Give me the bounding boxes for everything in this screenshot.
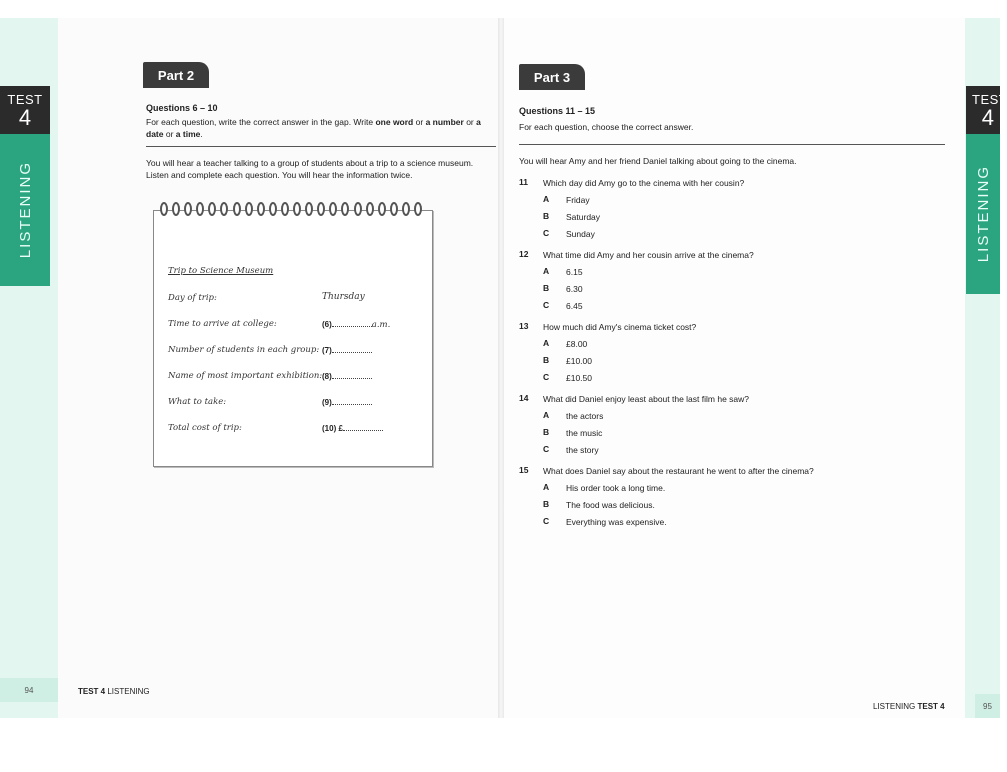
divider xyxy=(146,146,496,147)
left-section-tab xyxy=(0,134,50,286)
question-number: 11 xyxy=(519,177,528,187)
right-test-tab xyxy=(966,86,1007,134)
gap-7[interactable] xyxy=(322,344,372,355)
spiral-ring xyxy=(366,202,374,216)
option-text[interactable]: Saturday xyxy=(566,212,601,222)
part-3-intro: You will hear Amy and her friend Daniel talking about going to the cinema. xyxy=(519,156,797,166)
gap-number: (9) xyxy=(322,398,332,407)
spiral-ring xyxy=(220,202,228,216)
gap-8[interactable] xyxy=(322,370,372,381)
spiral-ring xyxy=(160,202,168,216)
spiral-ring xyxy=(341,202,349,216)
answer-gap[interactable] xyxy=(332,396,372,405)
answer-gap[interactable] xyxy=(332,318,372,327)
left-tab-test-label: TEST xyxy=(7,92,43,107)
part-2-instruction xyxy=(146,116,491,140)
option-text[interactable]: £10.00 xyxy=(566,356,592,366)
footer-bold: TEST 4 xyxy=(917,702,945,711)
option-letter[interactable]: B xyxy=(543,427,550,437)
option-letter[interactable]: C xyxy=(543,516,550,526)
instruction-text: or xyxy=(466,117,474,127)
spiral-ring xyxy=(257,202,265,216)
question-number: 12 xyxy=(519,249,529,259)
notepad-row-label: Total cost of trip: xyxy=(168,423,242,433)
option-letter[interactable]: B xyxy=(543,355,550,365)
question-number: 14 xyxy=(519,393,529,403)
question-text: What does Daniel say about the restaurant he went to after the cinema? xyxy=(543,466,814,476)
spiral-ring xyxy=(196,202,204,216)
spiral-ring xyxy=(293,202,301,216)
spiral-ring xyxy=(329,202,337,216)
part-2-badge: Part 2 xyxy=(143,62,209,88)
instruction-text: or xyxy=(165,129,174,139)
spiral-ring xyxy=(402,202,410,216)
answer-gap[interactable] xyxy=(332,344,372,353)
part-2-questions-heading: Questions 6 – 10 xyxy=(146,103,218,113)
question-text: What did Daniel enjoy least about the last film he saw? xyxy=(543,394,750,404)
option-text[interactable]: 6.15 xyxy=(566,267,583,277)
option-text[interactable]: 6.45 xyxy=(566,301,583,311)
spiral-ring xyxy=(317,202,325,216)
question-number: 15 xyxy=(519,465,529,475)
option-letter[interactable]: A xyxy=(543,266,550,276)
part-3-badge: Part 3 xyxy=(519,64,585,90)
gap-9[interactable] xyxy=(322,396,372,407)
option-text[interactable]: Sunday xyxy=(566,229,595,239)
option-text[interactable]: £10.50 xyxy=(566,373,592,383)
notepad-row-label: Number of students in each group: xyxy=(168,345,320,355)
spiral-ring xyxy=(390,202,398,216)
option-text[interactable]: £8.00 xyxy=(566,339,588,349)
option-letter[interactable]: B xyxy=(543,499,550,509)
option-text[interactable]: the story xyxy=(566,445,599,455)
answer-gap[interactable] xyxy=(332,370,372,379)
notepad-row-label: Time to arrive at college: xyxy=(168,319,277,329)
option-letter[interactable]: C xyxy=(543,372,550,382)
left-tab-test-number: 4 xyxy=(18,105,32,130)
answer-gap[interactable] xyxy=(343,422,383,431)
instruction-bold: a number xyxy=(425,117,464,127)
spiral-ring xyxy=(184,202,192,216)
part-3-questions-heading: Questions 11 – 15 xyxy=(519,106,596,116)
instruction-text: . xyxy=(200,129,203,139)
option-letter[interactable]: B xyxy=(543,211,550,221)
option-text[interactable]: The food was delicious. xyxy=(566,500,655,510)
book-gutter xyxy=(498,18,504,718)
footer-text: LISTENING xyxy=(107,687,150,696)
right-tab-test-number: 4 xyxy=(981,105,994,130)
instruction-bold: one word xyxy=(375,117,414,127)
question-number: 13 xyxy=(519,321,529,331)
spiral-ring xyxy=(208,202,216,216)
spiral-ring xyxy=(269,202,277,216)
spiral-ring xyxy=(245,202,253,216)
part-3-instruction: For each question, choose the correct answer. xyxy=(519,122,694,132)
option-text[interactable]: Everything was expensive. xyxy=(566,517,667,527)
question-text: Which day did Amy go to the cinema with her cousin? xyxy=(543,178,745,188)
gap-suffix: a.m. xyxy=(371,320,391,330)
left-footer xyxy=(78,687,150,696)
right-section-tab xyxy=(966,134,1000,294)
gap-number: (7) xyxy=(322,346,332,355)
option-letter[interactable]: C xyxy=(543,228,550,238)
right-tab-test-label: TEST xyxy=(972,92,1007,107)
notepad-spiral-binding xyxy=(160,202,422,220)
spiral-ring xyxy=(378,202,386,216)
option-letter[interactable]: A xyxy=(543,410,550,420)
option-text[interactable]: 6.30 xyxy=(566,284,583,294)
instruction-text: For each question, write the correct answer in the gap. Write xyxy=(146,117,374,127)
option-text[interactable]: the music xyxy=(566,428,603,438)
option-letter[interactable]: A xyxy=(543,482,550,492)
option-letter[interactable]: C xyxy=(543,444,550,454)
left-page-number: 94 xyxy=(0,678,58,702)
gap-6[interactable] xyxy=(322,318,390,330)
spiral-ring xyxy=(233,202,241,216)
option-letter[interactable]: B xyxy=(543,283,550,293)
gap-number: (8) xyxy=(322,372,332,381)
instruction-bold: a time xyxy=(175,129,201,139)
divider xyxy=(519,144,945,145)
option-letter[interactable]: A xyxy=(543,194,550,204)
footer-text: LISTENING xyxy=(873,702,916,711)
notepad-title: Trip to Science Museum xyxy=(168,266,274,276)
right-page-number: 95 xyxy=(975,694,1000,718)
left-section-label: LISTENING xyxy=(16,161,34,259)
right-section-label: LISTENING xyxy=(974,165,992,263)
gap-number: (6) xyxy=(322,320,332,329)
spiral-ring xyxy=(281,202,289,216)
intro-line: Listen and complete each question. You will hear the information twice. xyxy=(146,170,413,180)
right-footer xyxy=(873,702,945,711)
notepad-row-label: Day of trip: xyxy=(168,293,217,303)
instruction-bold: a date xyxy=(146,117,481,139)
spiral-ring xyxy=(172,202,180,216)
option-text[interactable]: Friday xyxy=(566,195,590,205)
gap-number: (10) £ xyxy=(322,424,343,433)
option-letter[interactable]: A xyxy=(543,338,550,348)
option-text[interactable]: the actors xyxy=(566,411,604,421)
notepad-row-label: Name of most important exhibition: xyxy=(168,371,323,381)
spiral-ring xyxy=(305,202,313,216)
part-2-intro xyxy=(146,157,491,181)
option-letter[interactable]: C xyxy=(543,300,550,310)
question-text: How much did Amy's cinema ticket cost? xyxy=(543,322,697,332)
question-text: What time did Amy and her cousin arrive at the cinema? xyxy=(543,250,754,260)
intro-line: You will hear a teacher talking to a group of students about a trip to a science museum. xyxy=(146,158,474,168)
instruction-text: or xyxy=(415,117,424,127)
spiral-ring xyxy=(414,202,422,216)
notepad-row-label: What to take: xyxy=(168,397,227,407)
gap-10[interactable] xyxy=(322,422,383,433)
option-text[interactable]: His order took a long time. xyxy=(566,483,666,493)
notepad-row-answer: Thursday xyxy=(322,292,365,302)
footer-bold: TEST 4 xyxy=(78,687,106,696)
left-test-tab xyxy=(0,86,50,134)
spiral-ring xyxy=(354,202,362,216)
